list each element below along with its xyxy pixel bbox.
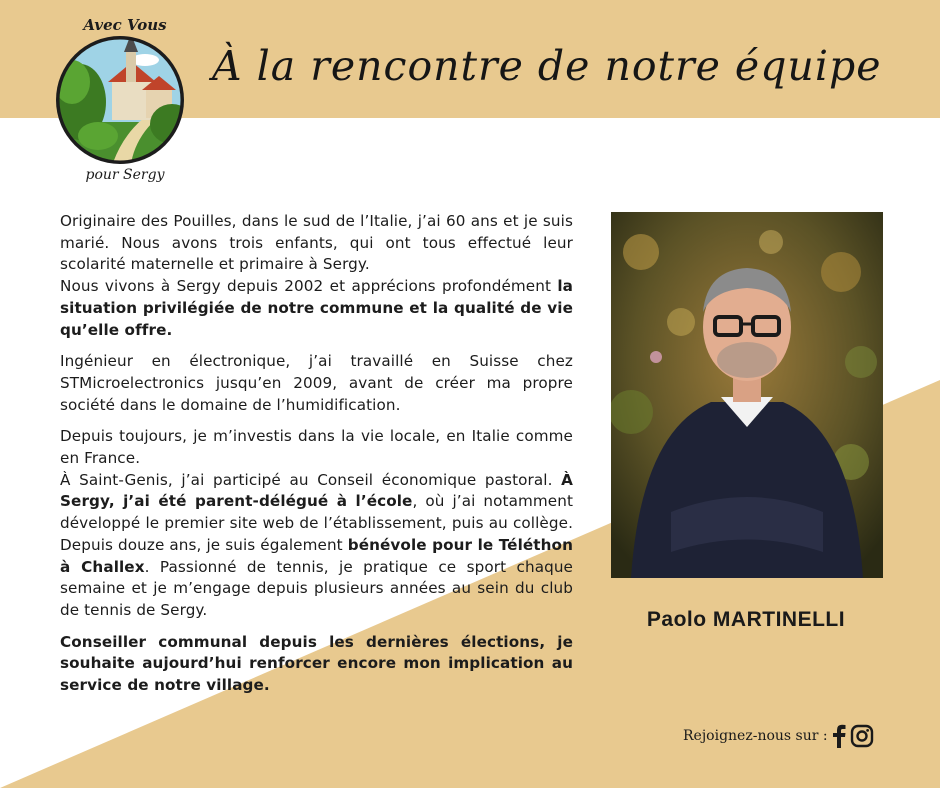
instagram-icon[interactable] bbox=[850, 724, 874, 748]
bio-text bbox=[60, 211, 573, 707]
bio-paragraph-3 bbox=[60, 426, 573, 621]
portrait-illustration bbox=[611, 212, 883, 578]
portrait-photo bbox=[611, 212, 883, 578]
facebook-icon[interactable] bbox=[832, 724, 846, 748]
bio-p3-b: À Saint-Genis, j’ai participé au Conseil économique pastoral. bbox=[60, 470, 562, 489]
bio-p3-highlight-1: À Sergy, j’ai été parent-délégué à l’école bbox=[60, 470, 573, 511]
logo bbox=[50, 12, 200, 192]
logo-emblem bbox=[50, 12, 200, 192]
bio-paragraph-4 bbox=[60, 632, 573, 697]
bio-p3-d: . Passionné de tennis, je pratique ce sport chaque semaine et je m’engage depuis plusieurs années au sein du club de tennis de Sergy. bbox=[60, 557, 574, 619]
bio-paragraph-1 bbox=[60, 211, 573, 341]
bio-p1-a: Originaire des Pouilles, dans le sud de l’Italie, j’ai 60 ans et je suis marié. Nous avons trois enfants, qui ont tous effectué leur scolarité maternelle et primaire à Sergy. bbox=[60, 212, 573, 274]
person-name: Paolo MARTINELLI bbox=[646, 608, 846, 631]
social-links bbox=[683, 722, 874, 750]
social-label: Rejoignez-nous sur : bbox=[683, 728, 828, 744]
logo-bottom-text: pour Sergy bbox=[85, 167, 165, 183]
bio-p4-highlight: Conseiller communal depuis les dernières élections, je souhaite aujourd’hui renforcer encore mon implication au service de notre village. bbox=[60, 632, 573, 695]
page-title: À la rencontre de notre équipe bbox=[212, 42, 882, 90]
bio-p2: Ingénieur en électronique, j’ai travaillé en Suisse chez STMicroelectronics jusqu’en 2009, avant de créer ma propre société dans le domaine de l’humidification. bbox=[60, 352, 573, 414]
bio-p1-highlight: la situation privilégiée de notre commune et la qualité de vie qu’elle offre. bbox=[60, 277, 573, 339]
bio-paragraph-2 bbox=[60, 351, 573, 416]
bio-p3-highlight-2: bénévole pour le Téléthon à Challex bbox=[60, 535, 573, 576]
bio-p3-c: , où j’ai notamment développé le premier site web de l’établissement, puis au collège. Depuis douze ans, je suis également bbox=[60, 492, 573, 554]
bio-p1-b: Nous vivons à Sergy depuis 2002 et apprécions profondément bbox=[60, 277, 558, 296]
logo-top-text: Avec Vous bbox=[83, 16, 167, 34]
bio-p3-a: Depuis toujours, je m’investis dans la vie locale, en Italie comme en France. bbox=[60, 427, 573, 468]
